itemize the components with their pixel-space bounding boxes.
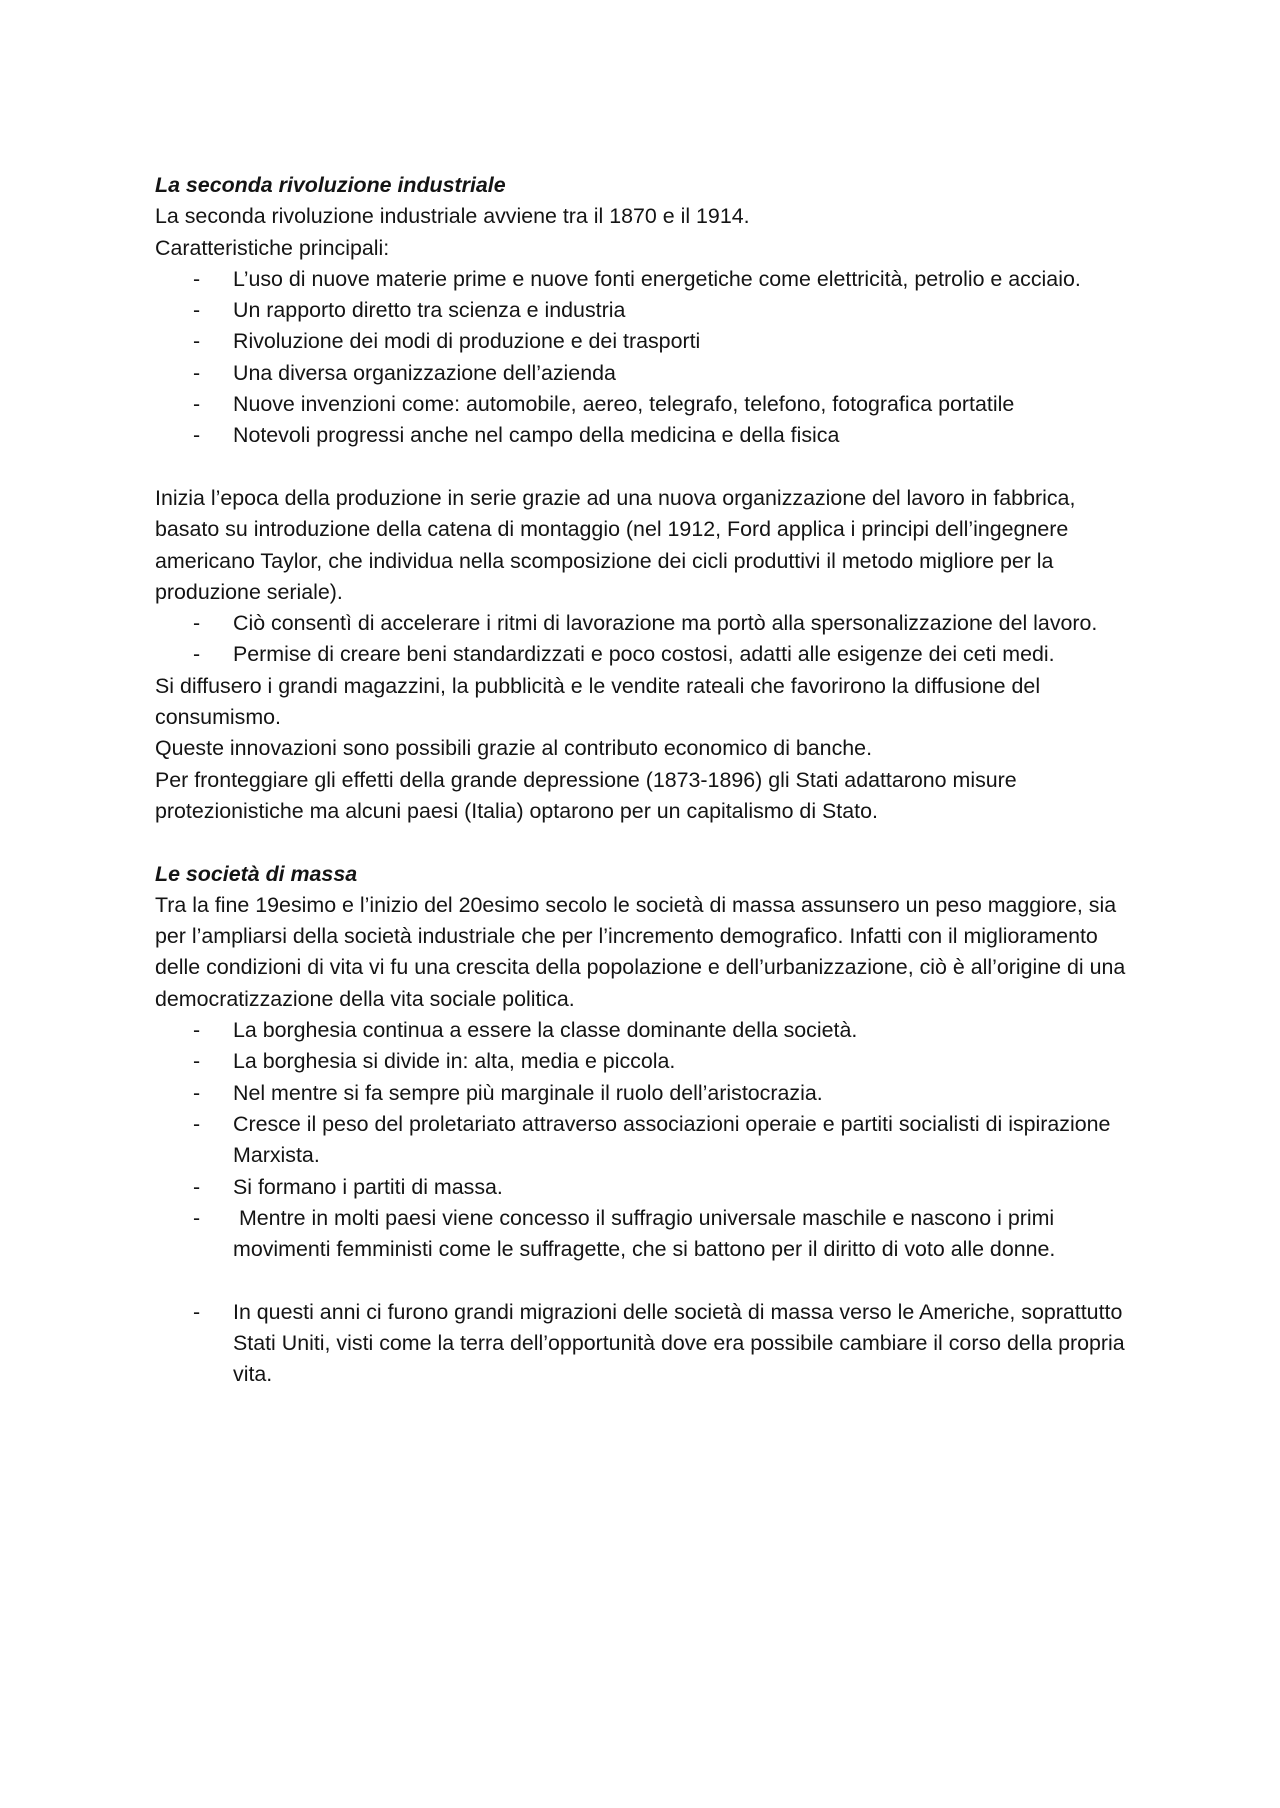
document-page	[155, 170, 1145, 1391]
intro-paragraph: La seconda rivoluzione industriale avviene tra il 1870 e il 1914.	[155, 204, 750, 229]
list-item	[155, 1078, 1145, 1109]
list-item-text: La borghesia si divide in: alta, media e piccola.	[233, 1049, 676, 1074]
list-item-text: Un rapporto diretto tra scienza e industria	[233, 298, 626, 323]
list-item	[155, 326, 1145, 357]
list-item	[155, 420, 1145, 451]
dash-bullet: -	[193, 1111, 201, 1136]
banks-paragraph: Queste innovazioni sono possibili grazie al contributo economico di banche.	[155, 736, 873, 761]
dash-bullet: -	[193, 611, 201, 636]
list-item-text: L’uso di nuove materie prime e nuove fonti energetiche come elettricità, petrolio e acciaio.	[233, 266, 1081, 291]
dash-bullet: -	[193, 266, 201, 291]
mass-societies-paragraph: Tra la fine 19esimo e l’inizio del 20esimo secolo le società di massa assunsero un peso maggiore, sia per l’ampliarsi della società industriale che per l’incremento demografico. Infatti con il miglioramento delle condizioni di vita vi fu una crescita della popolazione e dell’urbanizzazione, ciò è all’origine di una democratizzazione della vita sociale politica.	[155, 892, 1126, 1011]
list-item	[155, 1172, 1145, 1203]
list-item-text: Mentre in molti paesi viene concesso il suffragio universale maschile e nascono i primi movimenti femministi come le suffragette, che si battono per il diritto di voto alle donne.	[233, 1205, 1061, 1262]
blank-line	[155, 452, 1145, 483]
list-item	[155, 1109, 1145, 1172]
migration-list	[155, 1297, 1145, 1391]
production-points-list	[155, 608, 1145, 671]
list-item-text: In questi anni ci furono grandi migrazioni delle società di massa verso le Americhe, soprattutto Stati Uniti, visti come la terra dell’opportunità dove era possibile cambiare il corso della propria vita.	[233, 1299, 1125, 1387]
dash-bullet: -	[193, 423, 201, 448]
list-item-text: Cresce il peso del proletariato attraverso associazioni operaie e partiti socialisti di ispirazione Marxista.	[233, 1111, 1111, 1168]
mass-societies-list	[155, 1015, 1145, 1265]
dash-bullet: -	[193, 1018, 201, 1043]
blank-line	[155, 1265, 1145, 1296]
features-list	[155, 264, 1145, 452]
blank-line	[155, 827, 1145, 858]
list-item	[155, 608, 1145, 639]
dash-bullet: -	[193, 1174, 201, 1199]
list-item	[155, 358, 1145, 389]
list-item-text: Rivoluzione dei modi di produzione e dei trasporti	[233, 329, 701, 354]
list-item	[155, 389, 1145, 420]
dash-bullet: -	[193, 1299, 201, 1324]
consumerism-paragraph: Si diffusero i grandi magazzini, la pubblicità e le vendite rateali che favorirono la diffusione del consumismo.	[155, 673, 1041, 730]
dash-bullet: -	[193, 329, 201, 354]
dash-bullet: -	[193, 1080, 201, 1105]
dash-bullet: -	[193, 392, 201, 417]
list-item	[155, 1015, 1145, 1046]
dash-bullet: -	[193, 642, 201, 667]
list-item-text: Nel mentre si fa sempre più marginale il ruolo dell’aristocrazia.	[233, 1080, 823, 1105]
section-title-mass-societies: Le società di massa	[155, 861, 358, 886]
list-item	[155, 295, 1145, 326]
list-item-text: Si formano i partiti di massa.	[233, 1174, 503, 1199]
list-item	[155, 264, 1145, 295]
list-item-text: Notevoli progressi anche nel campo della medicina e della fisica	[233, 423, 840, 448]
list-item	[155, 639, 1145, 670]
list-item	[155, 1203, 1145, 1266]
list-item	[155, 1297, 1145, 1391]
dash-bullet: -	[193, 1049, 201, 1074]
list-item	[155, 1046, 1145, 1077]
list-item-text: Nuove invenzioni come: automobile, aereo, telegrafo, telefono, fotografica portatile	[233, 392, 1015, 417]
list-item-text: Una diversa organizzazione dell’azienda	[233, 360, 616, 385]
depression-paragraph: Per fronteggiare gli effetti della grande depressione (1873-1896) gli Stati adattarono misure protezionistiche ma alcuni paesi (Italia) optarono per un capitalismo di Stato.	[155, 767, 1017, 823]
production-paragraph: Inizia l’epoca della produzione in serie grazie ad una nuova organizzazione del lavoro in fabbrica, basato su introduzione della catena di montaggio (nel 1912, Ford applica i principi dell’ingegnere americano Taylor, che individua nella scomposizione dei cicli produttivi il metodo migliore per la produzione seriale).	[155, 485, 1076, 604]
section-title-second-industrial-revolution: La seconda rivoluzione industriale	[155, 173, 506, 197]
dash-bullet: -	[193, 298, 201, 323]
list-item-text: Permise di creare beni standardizzati e poco costosi, adatti alle esigenze dei ceti medi.	[233, 642, 1055, 667]
dash-bullet: -	[193, 360, 201, 385]
dash-bullet: -	[193, 1205, 201, 1230]
features-label: Caratteristiche principali:	[155, 235, 390, 260]
list-item-text: Ciò consentì di accelerare i ritmi di lavorazione ma portò alla spersonalizzazione del lavoro.	[233, 611, 1098, 636]
list-item-text: La borghesia continua a essere la classe dominante della società.	[233, 1018, 858, 1043]
